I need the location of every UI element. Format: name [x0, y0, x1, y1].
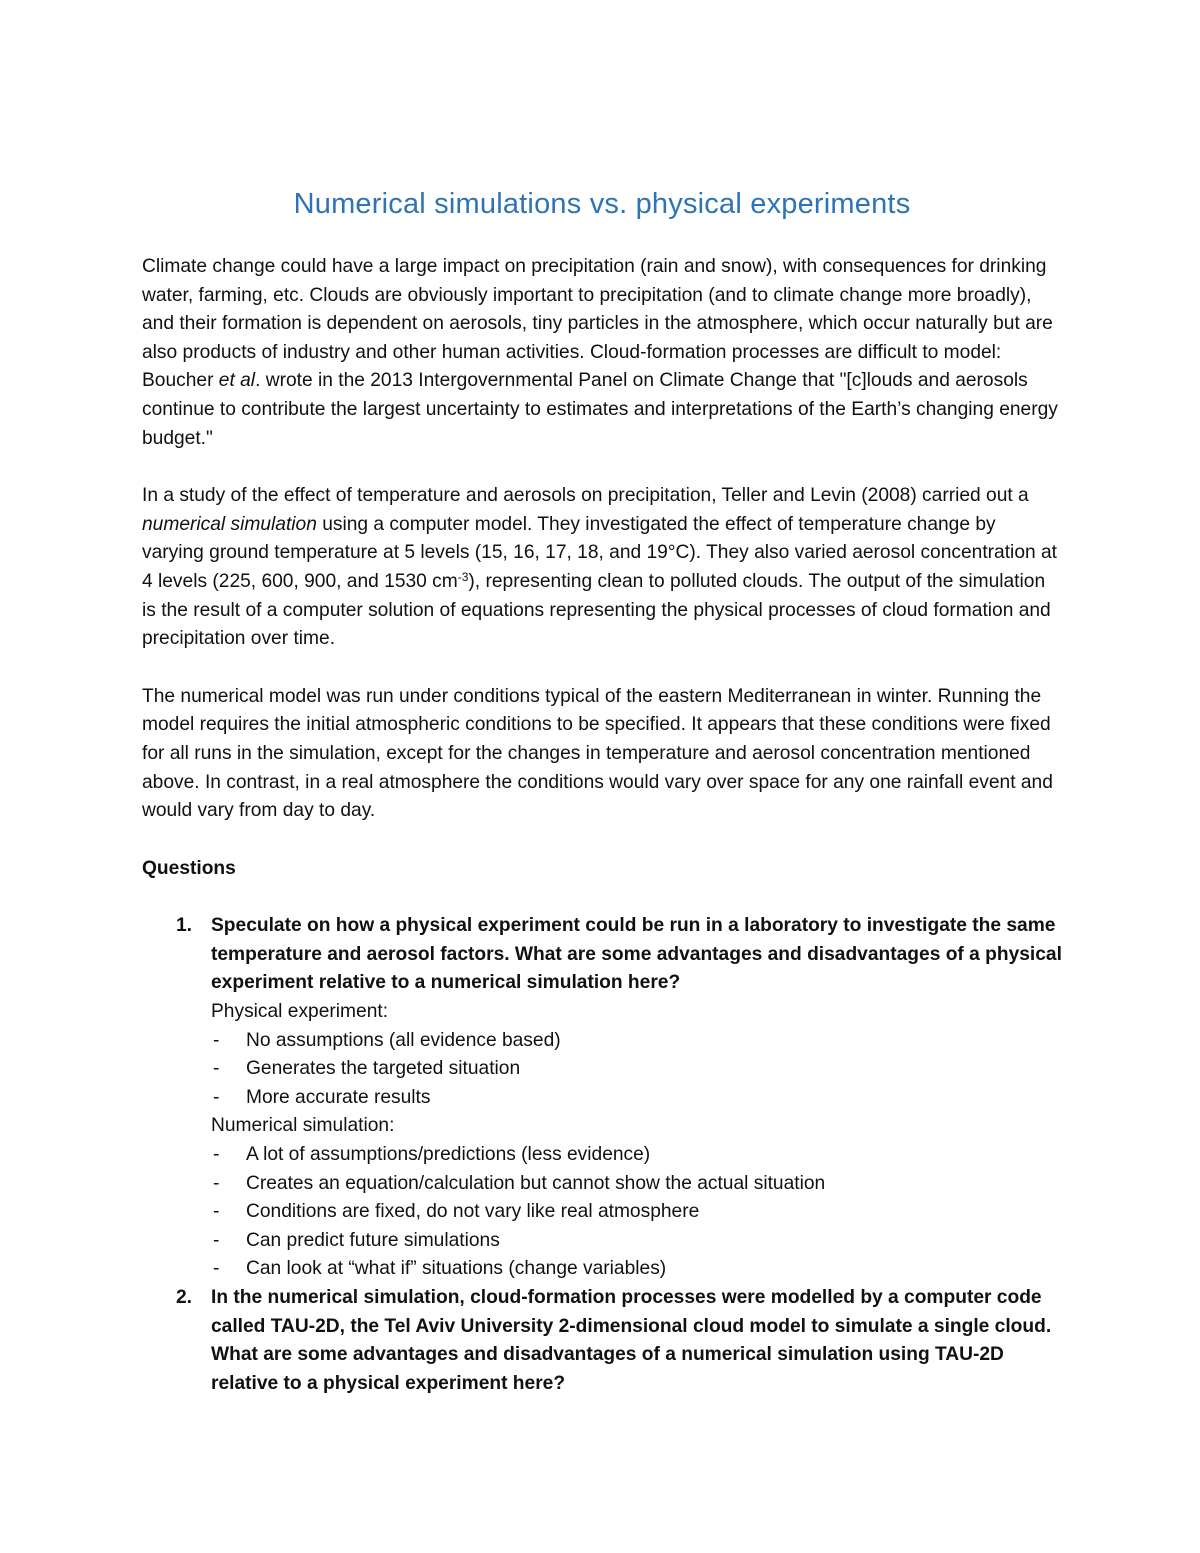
- dash-marker: -: [213, 1201, 220, 1223]
- question-item: [142, 1284, 1062, 1398]
- question-text: Speculate on how a physical experiment could be run in a laboratory to investigate the same temperature and aerosol factors. What are some advantages and disadvantages of a physical experiment relative to a numerical simulation here?: [211, 915, 1062, 994]
- question-item: [142, 912, 1062, 1284]
- paragraph-intro: [142, 253, 1062, 453]
- paragraph-study-part-a: In a study of the effect of temperature and aerosols on precipitation, Teller and Levin (2008) carried out a: [142, 485, 1029, 507]
- question-number: 2.: [176, 1287, 193, 1308]
- paragraph-study-italic: numerical simulation: [142, 513, 317, 535]
- question-text: In the numerical simulation, cloud-formation processes were modelled by a computer code called TAU-2D, the Tel Aviv University 2-dimensional cloud model to simulate a single cloud. What are some advantages and disadvantages of a numerical simulation using TAU-2D relative to a physical experiment here?: [211, 1287, 1052, 1394]
- list-item: - More accurate results: [142, 1084, 1062, 1113]
- question-number: 1.: [176, 915, 193, 937]
- paragraph-intro-part-b: . wrote in the 2013 Intergovernmental Panel on Climate Change that "[c]louds and aerosols continue to contribute the largest uncertainty to estimates and interpretations of the Earth’s changing energy budget.": [142, 370, 1058, 449]
- paragraph-model: The numerical model was run under conditions typical of the eastern Mediterranean in winter. Running the model requires the initial atmospheric conditions to be specified. It appears that these conditions were fixed for all runs in the simulation, except for the changes in temperature and aerosol concentration mentioned above. In contrast, in a real atmosphere the conditions would vary over space for any one rainfall event and would vary from day to day.: [142, 685, 1053, 822]
- questions-heading: Questions: [142, 857, 236, 879]
- physical-experiment-points: [211, 1027, 1062, 1113]
- paragraph-study-part-c: ), representing clean to polluted clouds. The output of the simulation is the result of a computer solution of equations representing the physical processes of cloud formation and precipitation over time.: [142, 570, 1051, 650]
- numerical-simulation-label: Numerical simulation:: [211, 1115, 395, 1137]
- list-item: - Can predict future simulations: [142, 1227, 1062, 1256]
- list-item: - Can look at “what if” situations (change variables): [142, 1255, 1062, 1284]
- dash-marker: -: [213, 1029, 220, 1051]
- physical-experiment-label: Physical experiment:: [211, 1001, 389, 1023]
- paragraph-study: [142, 482, 1062, 654]
- dash-marker: -: [213, 1144, 220, 1166]
- list-item: - Generates the targeted situation: [142, 1055, 1062, 1084]
- numerical-simulation-points: [211, 1141, 1062, 1284]
- dash-marker: -: [213, 1172, 220, 1194]
- questions-list: [142, 912, 1062, 1398]
- dash-marker: -: [213, 1229, 220, 1251]
- document-title: Numerical simulations vs. physical experiments: [293, 188, 911, 220]
- paragraph-study-superscript: -3: [457, 569, 469, 584]
- paragraph-intro-italic: et al: [218, 370, 256, 392]
- dash-marker: -: [213, 1086, 220, 1108]
- dash-marker: -: [213, 1258, 220, 1280]
- list-item: - Conditions are fixed, do not vary like real atmosphere: [142, 1198, 1062, 1227]
- document-page: [142, 188, 1062, 1398]
- list-item: - A lot of assumptions/predictions (less evidence): [142, 1141, 1062, 1170]
- list-item: - No assumptions (all evidence based): [142, 1027, 1062, 1056]
- list-item: - Creates an equation/calculation but cannot show the actual situation: [142, 1170, 1062, 1199]
- paragraph-intro-part-a: Climate change could have a large impact on precipitation (rain and snow), with consequences for drinking water, farming, etc. Clouds are obviously important to precipitation (and to climate change more broadly), and their formation is dependent on aerosols, tiny particles in the atmosphere, which occur naturally but are also products of industry and other human activities. Cloud-formation processes are difficult to model: Boucher: [142, 256, 1053, 392]
- paragraph-study-part-b: using a computer model. They investigated the effect of temperature change by varying ground temperature at 5 levels (15, 16, 17, 18, and 19°C). They also varied aerosol concentration at 4 levels (225, 600, 900, and 1530 cm: [142, 513, 1057, 592]
- dash-marker: -: [213, 1058, 220, 1080]
